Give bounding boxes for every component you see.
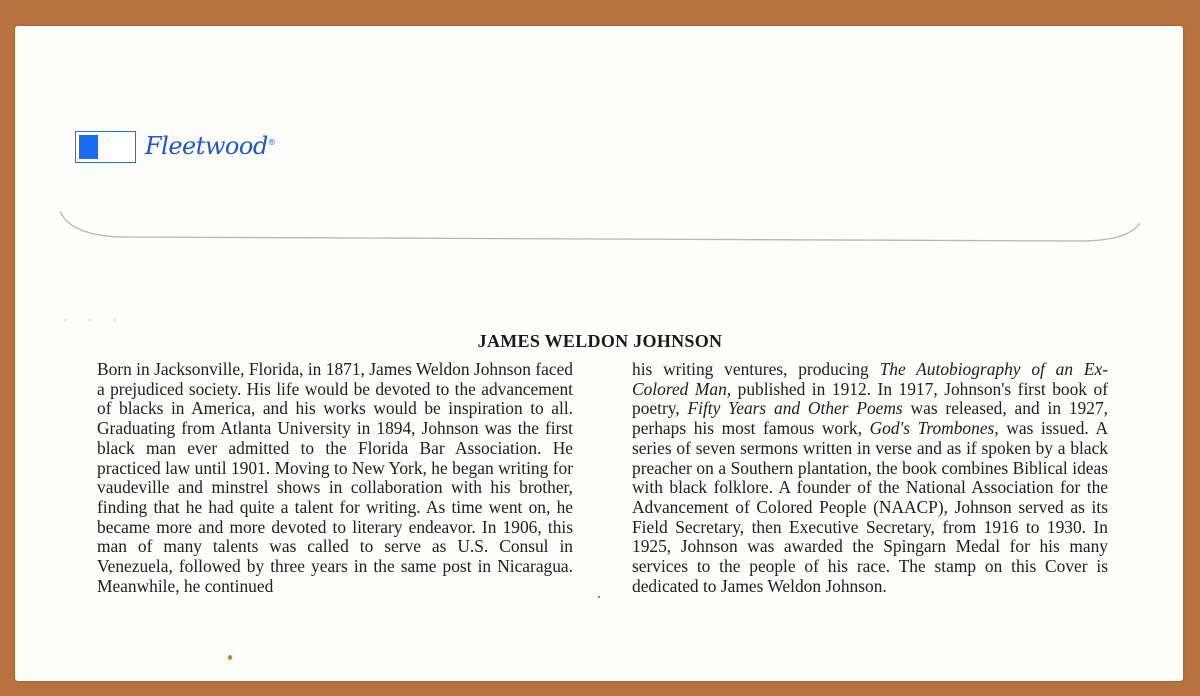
text-segment: his writing ventures, producing — [632, 359, 880, 379]
book-title-autobiography: The Autobiography of an Ex-Colored Man, — [632, 359, 1108, 399]
page-title: JAMES WELDON JOHNSON — [477, 331, 723, 351]
brand-name — [145, 132, 275, 160]
text-segment: was issued. A series of seven sermons written in verse and as if spoken by a black preacher on a Southern plantation, the book combines Biblical ideas with black folklore. A founder of the National Association for the Advancement of Colored People (NAACP), Johnson served as its Field Secretary, then Executive Secretary, from 1916 to 1930. In 1925, Johnson was awarded the Spingarn Medal for his many services to the people of his race. The stamp on this Cover is dedicated to James Weldon Johnson. — [632, 418, 1109, 596]
biography-left-column — [97, 360, 573, 596]
paper-stain — [228, 655, 232, 660]
book-title-fifty-years: Fifty Years and Other Poems — [687, 398, 903, 419]
right-column-text — [632, 360, 1108, 596]
trademark-mark: ® — [267, 138, 276, 147]
text-segment: published in 1912. In 1917, Johnson's first book of poetry, — [632, 378, 1108, 419]
fleetwood-logo — [75, 131, 295, 165]
left-column-text: Born in Jacksonville, Florida, in 1871, James Weldon Johnson faced a prejudiced society. His life would be devoted to the advancement of blacks in America, and his works would be inspiration to all. Graduating from Atlanta University in 1894, Johnson was the first black man ever admitted to the Florida Bar Association. He practiced law until 1901. Moving to New York, he began writing for vaudeville and minstrel shows in collaboration with his brother, finding that he had quite a talent for writing. As time went on, he became more and more devoted to literary endeavor. In 1906, this man of many talents was called to serve as U.S. Consul in Venezuela, followed by three years in the same post in Nicaragua. Meanwhile, he continued — [97, 359, 573, 596]
envelope-flap-line — [60, 205, 1140, 245]
paper-speck — [598, 596, 600, 598]
paper-specks: · · · — [64, 316, 126, 325]
brand-name-text: Fleetwood — [145, 132, 268, 160]
logo-box-fill — [79, 135, 98, 159]
book-title-gods-trombones: God's Trombones, — [869, 418, 999, 439]
biography-right-column — [632, 360, 1108, 596]
text-segment: was released, and in 1927, perhaps his most famous work, — [632, 398, 1108, 439]
logo-box-icon — [75, 131, 136, 163]
